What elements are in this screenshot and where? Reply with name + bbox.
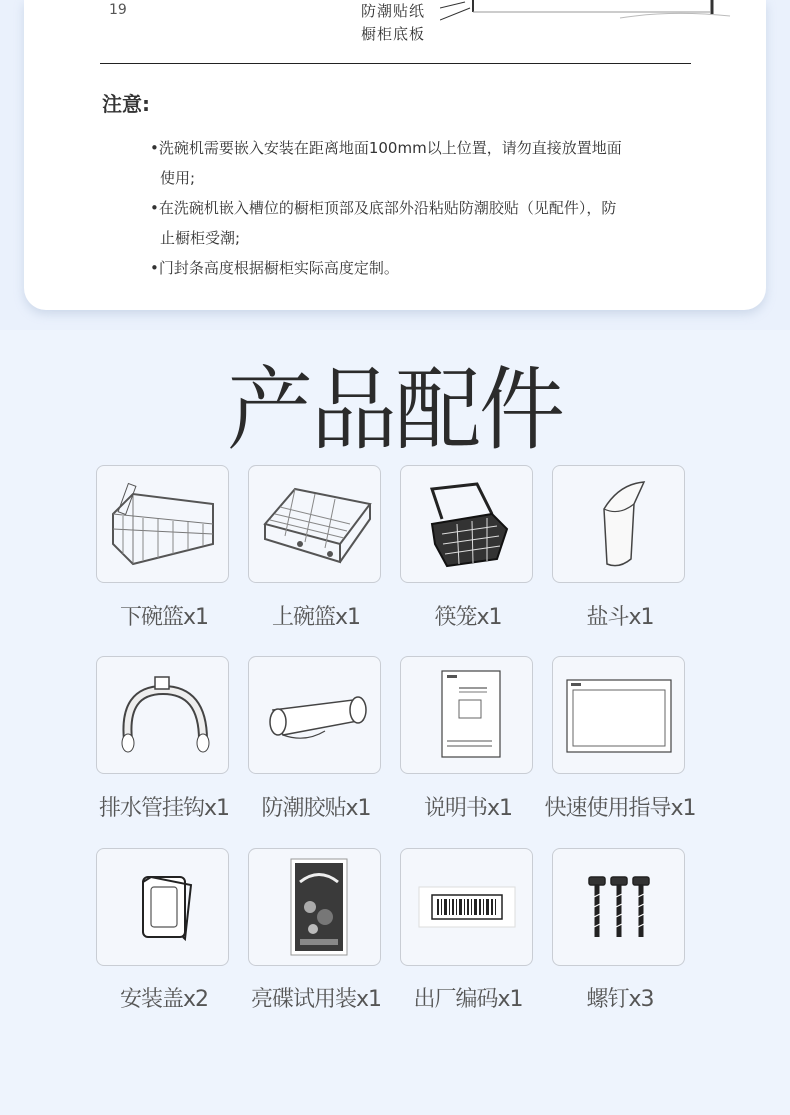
accessory-tile xyxy=(552,465,685,583)
quick-guide-icon xyxy=(559,665,679,765)
accessory-tile xyxy=(96,848,229,966)
lower-basket-icon xyxy=(103,474,223,574)
divider xyxy=(100,63,691,64)
accessory-label: 说明书x1 xyxy=(423,796,513,821)
notice-title: 注意: xyxy=(102,92,150,116)
drain-hook-icon xyxy=(103,665,223,765)
accessory-tile xyxy=(248,656,381,774)
accessory-label: 安装盖x2 xyxy=(119,987,209,1012)
notice-item xyxy=(150,193,690,253)
accessory-tile xyxy=(552,848,685,966)
cutlery-basket-icon xyxy=(407,474,527,574)
notice-item-line: •门封条高度根据橱柜实际高度定制。 xyxy=(150,259,399,277)
accessory-tile xyxy=(248,465,381,583)
accessory-label: 排水管挂钩x1 xyxy=(98,796,230,821)
notice-item-line: 使用; xyxy=(160,169,196,187)
upper-basket-icon xyxy=(255,474,375,574)
salt-funnel-icon xyxy=(559,474,679,574)
accessory-tile xyxy=(552,656,685,774)
notice-item xyxy=(150,253,690,283)
accessory-label: 螺钉x3 xyxy=(586,987,654,1012)
diagram-label-moisture-sticker: 防潮贴纸 xyxy=(361,2,426,20)
figure-number: 19 xyxy=(109,2,127,18)
install-cover-icon xyxy=(103,857,223,957)
notice-item-line: •洗碗机需要嵌入安装在距离地面100mm以上位置，请勿直接放置地面 xyxy=(150,139,622,157)
manual-icon xyxy=(407,665,527,765)
notice-item-line: •在洗碗机嵌入槽位的橱柜顶部及底部外沿粘贴防潮胶贴（见配件），防 xyxy=(150,199,617,217)
accessory-label: 盐斗x1 xyxy=(586,605,654,630)
accessory-label: 筷笼x1 xyxy=(434,605,502,630)
accessory-tile xyxy=(248,848,381,966)
accessory-label: 防潮胶贴x1 xyxy=(261,796,371,821)
accessory-tile xyxy=(400,656,533,774)
notice-item xyxy=(150,133,690,193)
accessory-label: 出厂编码x1 xyxy=(413,987,523,1012)
accessory-label: 上碗篮x1 xyxy=(271,605,361,630)
accessory-label: 快速使用指导x1 xyxy=(544,796,696,821)
accessory-label: 亮碟试用装x1 xyxy=(250,987,382,1012)
screws-icon xyxy=(559,857,679,957)
rinse-aid-icon xyxy=(255,857,375,957)
accessory-label: 下碗篮x1 xyxy=(119,605,209,630)
notice-item-line: 止橱柜受潮; xyxy=(160,229,241,247)
tape-roll-icon xyxy=(255,665,375,765)
installation-diagram-fragment xyxy=(440,0,740,22)
accessories-title: 产品配件 xyxy=(227,357,563,463)
barcode-icon xyxy=(407,857,527,957)
diagram-label-cabinet-bottom: 橱柜底板 xyxy=(361,25,426,43)
accessory-tile xyxy=(400,848,533,966)
accessory-tile xyxy=(96,656,229,774)
accessory-tile xyxy=(96,465,229,583)
accessory-tile xyxy=(400,465,533,583)
